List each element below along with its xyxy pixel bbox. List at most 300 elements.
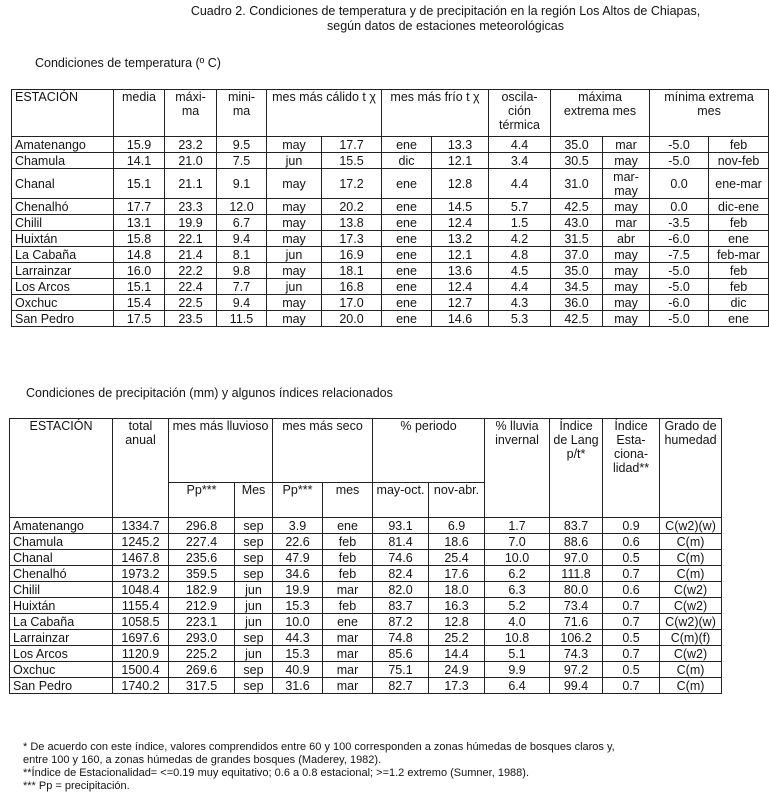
- precipitation-heading: Condiciones de precipitación (mm) y algunos índices relacionados: [26, 386, 393, 400]
- table-cell: jun: [235, 614, 273, 630]
- station-name: Chilil: [10, 582, 113, 598]
- table-cell: 93.1: [373, 518, 429, 534]
- table-cell: feb-mar: [709, 247, 769, 263]
- table-cell: may: [267, 169, 322, 199]
- station-name: Amatenango: [10, 518, 113, 534]
- table-cell: C(m): [660, 534, 722, 550]
- station-name: Huixtán: [10, 598, 113, 614]
- table-cell: 1467.8: [113, 550, 169, 566]
- table-cell: 0.7: [603, 614, 660, 630]
- table-cell: dic: [709, 295, 769, 311]
- station-name: Chamula: [10, 534, 113, 550]
- table-cell: -6.0: [650, 231, 709, 247]
- table-cell: 22.2: [165, 263, 217, 279]
- table-cell: 83.7: [550, 518, 603, 534]
- table-cell: ene: [382, 295, 432, 311]
- table-cell: 317.5: [169, 678, 235, 694]
- table-cell: sep: [235, 678, 273, 694]
- table-cell: 1740.2: [113, 678, 169, 694]
- table-cell: 21.1: [165, 169, 217, 199]
- table-cell: 0.7: [603, 646, 660, 662]
- table-cell: 17.3: [429, 678, 485, 694]
- table-cell: 42.5: [551, 311, 603, 327]
- table-cell: 16.8: [322, 279, 382, 295]
- table-row: [12, 199, 769, 215]
- table-cell: may: [267, 231, 322, 247]
- table-cell: -7.5: [650, 247, 709, 263]
- table-cell: jun: [235, 582, 273, 598]
- table-cell: 43.0: [551, 215, 603, 231]
- station-name: Chanal: [12, 169, 114, 199]
- table-cell: 1334.7: [113, 518, 169, 534]
- table-cell: 14.1: [114, 153, 165, 169]
- table-cell: feb: [323, 598, 373, 614]
- table-cell: may: [267, 137, 322, 153]
- table-cell: 10.0: [485, 550, 550, 566]
- table-cell: 74.8: [373, 630, 429, 646]
- table-row: [12, 247, 769, 263]
- table-cell: may: [603, 153, 650, 169]
- table-cell: 223.1: [169, 614, 235, 630]
- table-cell: ene-mar: [709, 169, 769, 199]
- table-cell: 4.0: [485, 614, 550, 630]
- table-row: [12, 231, 769, 247]
- table-cell: ene: [382, 311, 432, 327]
- table-cell: 85.6: [373, 646, 429, 662]
- table-cell: 25.4: [429, 550, 485, 566]
- table-cell: 17.7: [114, 199, 165, 215]
- table-cell: 9.4: [217, 295, 267, 311]
- table-cell: may: [603, 247, 650, 263]
- temperature-table: [11, 89, 769, 327]
- table-cell: 12.7: [432, 295, 489, 311]
- table-cell: 18.0: [429, 582, 485, 598]
- table-cell: 106.2: [550, 630, 603, 646]
- table-cell: 22.1: [165, 231, 217, 247]
- station-name: Amatenango: [12, 137, 114, 153]
- table-cell: 17.2: [322, 169, 382, 199]
- table-cell: -5.0: [650, 311, 709, 327]
- table-cell: 22.6: [273, 534, 323, 550]
- table-cell: 71.6: [550, 614, 603, 630]
- table-cell: C(w2): [660, 598, 722, 614]
- table-cell: mar: [323, 582, 373, 598]
- header-periodo: % periodo: [373, 419, 485, 483]
- header-maxima: máxi-ma: [165, 90, 217, 137]
- table-cell: feb: [709, 263, 769, 279]
- table-cell: 13.6: [432, 263, 489, 279]
- table-cell: jun: [235, 598, 273, 614]
- table-cell: 83.7: [373, 598, 429, 614]
- table-row: [10, 646, 722, 662]
- table-cell: 12.1: [432, 153, 489, 169]
- table-cell: 22.5: [165, 295, 217, 311]
- table-cell: sep: [235, 550, 273, 566]
- table-cell: 23.5: [165, 311, 217, 327]
- table-cell: C(m): [660, 678, 722, 694]
- table-row: [10, 582, 722, 598]
- table-cell: 6.2: [485, 566, 550, 582]
- station-name: Larrainzar: [10, 630, 113, 646]
- table-cell: 82.4: [373, 566, 429, 582]
- table-cell: -5.0: [650, 153, 709, 169]
- table-cell: ene: [382, 137, 432, 153]
- table-cell: 31.5: [551, 231, 603, 247]
- table-cell: 111.8: [550, 566, 603, 582]
- table-cell: 36.0: [551, 295, 603, 311]
- station-name: Huixtán: [12, 231, 114, 247]
- table-cell: 1155.4: [113, 598, 169, 614]
- table-cell: 23.2: [165, 137, 217, 153]
- table-row: [12, 279, 769, 295]
- table-cell: 1245.2: [113, 534, 169, 550]
- table-cell: 15.1: [114, 279, 165, 295]
- table-cell: ene: [382, 231, 432, 247]
- table-cell: 21.4: [165, 247, 217, 263]
- header-maxima-extrema: máxima extrema mes: [551, 90, 650, 137]
- table-cell: 6.9: [429, 518, 485, 534]
- table-cell: -5.0: [650, 137, 709, 153]
- table-row: [12, 311, 769, 327]
- table-cell: 12.0: [217, 199, 267, 215]
- table-cell: -6.0: [650, 295, 709, 311]
- header-media: media: [114, 90, 165, 137]
- table-cell: 44.3: [273, 630, 323, 646]
- table-cell: nov-feb: [709, 153, 769, 169]
- table-cell: 1500.4: [113, 662, 169, 678]
- table-row: [10, 550, 722, 566]
- table-cell: 359.5: [169, 566, 235, 582]
- table-cell: 12.4: [432, 279, 489, 295]
- table-cell: 18.6: [429, 534, 485, 550]
- table-cell: C(m)(f): [660, 630, 722, 646]
- table-cell: 0.5: [603, 630, 660, 646]
- table-cell: feb: [323, 566, 373, 582]
- table-cell: may: [267, 263, 322, 279]
- table-caption: [0, 4, 741, 34]
- table-cell: 227.4: [169, 534, 235, 550]
- station-name: Oxchuc: [12, 295, 114, 311]
- station-name: Los Arcos: [10, 646, 113, 662]
- table-cell: mar: [323, 662, 373, 678]
- table-cell: 13.1: [114, 215, 165, 231]
- temperature-heading: Condiciones de temperatura (º C): [35, 56, 221, 70]
- table-cell: 10.8: [485, 630, 550, 646]
- table-cell: 0.5: [603, 662, 660, 678]
- table-cell: 35.0: [551, 263, 603, 279]
- table-row: [12, 295, 769, 311]
- temperature-table-body: [12, 137, 769, 327]
- table-row: [12, 153, 769, 169]
- table-cell: 82.0: [373, 582, 429, 598]
- table-cell: ene: [382, 215, 432, 231]
- precipitation-table-body: [10, 518, 722, 694]
- table-cell: 6.4: [485, 678, 550, 694]
- table-cell: 19.9: [273, 582, 323, 598]
- subheader-mes-lluvioso: Mes: [235, 483, 273, 518]
- table-cell: 5.3: [489, 311, 551, 327]
- table-cell: ene: [323, 614, 373, 630]
- header-indice-estacionalidad: Índice Esta-ciona-lidad**: [603, 419, 660, 518]
- station-name: Oxchuc: [10, 662, 113, 678]
- table-cell: 269.6: [169, 662, 235, 678]
- table-cell: 8.1: [217, 247, 267, 263]
- table-cell: 1.5: [489, 215, 551, 231]
- table-cell: 4.2: [489, 231, 551, 247]
- footnote-estacionalidad: **Índice de Estacionalidad= <=0.19 muy equitativo; 0.6 a 0.8 estacional; >=1.2 extremo (Sumner, 1988).: [23, 767, 530, 779]
- header-total-anual: total anual: [113, 419, 169, 518]
- header-mes-frio: mes más frío t χ: [382, 90, 489, 137]
- header-indice-lang: Índice de Lang p/t*: [550, 419, 603, 518]
- table-cell: 81.4: [373, 534, 429, 550]
- table-cell: 34.5: [551, 279, 603, 295]
- table-cell: may: [267, 311, 322, 327]
- station-name: La Cabaña: [12, 247, 114, 263]
- table-cell: 5.2: [485, 598, 550, 614]
- table-cell: 9.4: [217, 231, 267, 247]
- table-cell: 97.0: [550, 550, 603, 566]
- table-cell: 40.9: [273, 662, 323, 678]
- table-cell: mar: [323, 630, 373, 646]
- table-cell: 9.8: [217, 263, 267, 279]
- table-cell: sep: [235, 518, 273, 534]
- table-cell: 14.4: [429, 646, 485, 662]
- table-cell: 0.7: [603, 566, 660, 582]
- table-cell: sep: [235, 630, 273, 646]
- header-estacion: ESTACIÓN: [12, 90, 114, 137]
- table-cell: 225.2: [169, 646, 235, 662]
- table-cell: 10.0: [273, 614, 323, 630]
- table-cell: dic-ene: [709, 199, 769, 215]
- table-cell: 7.0: [485, 534, 550, 550]
- table-cell: 34.6: [273, 566, 323, 582]
- table-cell: 16.0: [114, 263, 165, 279]
- table-cell: 15.8: [114, 231, 165, 247]
- table-cell: 25.2: [429, 630, 485, 646]
- table-cell: 97.2: [550, 662, 603, 678]
- table-row: [10, 614, 722, 630]
- table-cell: ene: [709, 231, 769, 247]
- table-cell: ene: [382, 199, 432, 215]
- table-cell: 31.0: [551, 169, 603, 199]
- table-cell: 293.0: [169, 630, 235, 646]
- table-cell: 6.7: [217, 215, 267, 231]
- table-cell: 17.6: [429, 566, 485, 582]
- table-cell: 1697.6: [113, 630, 169, 646]
- table-cell: -5.0: [650, 263, 709, 279]
- table-cell: C(w2): [660, 646, 722, 662]
- table-cell: 20.0: [322, 311, 382, 327]
- table-row: [12, 169, 769, 199]
- table-cell: 5.7: [489, 199, 551, 215]
- station-name: Chenalhó: [12, 199, 114, 215]
- table-row: [10, 678, 722, 694]
- table-cell: mar: [323, 646, 373, 662]
- table-cell: C(m): [660, 566, 722, 582]
- table-cell: 5.1: [485, 646, 550, 662]
- table-cell: may: [603, 311, 650, 327]
- table-cell: abr: [603, 231, 650, 247]
- table-row: [12, 137, 769, 153]
- table-cell: feb: [709, 137, 769, 153]
- table-cell: 47.9: [273, 550, 323, 566]
- table-cell: may: [267, 295, 322, 311]
- caption-line-1: Cuadro 2. Condiciones de temperatura y de precipitación en la región Los Altos de Chiapas,: [190, 4, 701, 18]
- table-row: [12, 263, 769, 279]
- table-cell: 12.8: [432, 169, 489, 199]
- table-cell: feb: [323, 550, 373, 566]
- table-cell: ene: [382, 247, 432, 263]
- station-name: Chilil: [12, 215, 114, 231]
- station-name: San Pedro: [12, 311, 114, 327]
- table-cell: mar: [323, 678, 373, 694]
- table-cell: 7.7: [217, 279, 267, 295]
- table-cell: C(w2)(w): [660, 614, 722, 630]
- table-cell: 87.2: [373, 614, 429, 630]
- table-cell: 22.4: [165, 279, 217, 295]
- table-cell: feb: [323, 534, 373, 550]
- table-row: [10, 598, 722, 614]
- table-cell: 235.6: [169, 550, 235, 566]
- table-cell: 15.3: [273, 646, 323, 662]
- table-cell: sep: [235, 662, 273, 678]
- subheader-pp-seco: Pp***: [273, 483, 323, 518]
- header-mes-calido: mes más cálido t χ: [267, 90, 382, 137]
- table-row: [10, 630, 722, 646]
- table-cell: mar: [603, 215, 650, 231]
- table-cell: 4.3: [489, 295, 551, 311]
- station-name: Chamula: [12, 153, 114, 169]
- precipitation-table: [9, 418, 722, 694]
- table-cell: 15.9: [114, 137, 165, 153]
- table-cell: 15.1: [114, 169, 165, 199]
- footnote-lang-2: entre 100 y 160, a zonas húmedas de grandes bosques (Maderey, 1982).: [23, 754, 382, 766]
- table-cell: 82.7: [373, 678, 429, 694]
- table-cell: 4.4: [489, 137, 551, 153]
- table-cell: dic: [382, 153, 432, 169]
- table-cell: 3.9: [273, 518, 323, 534]
- table-cell: 17.3: [322, 231, 382, 247]
- table-cell: 7.5: [217, 153, 267, 169]
- table-cell: may: [603, 199, 650, 215]
- table-cell: 1058.5: [113, 614, 169, 630]
- footnote-lang-1: * De acuerdo con este índice, valores comprendidos entre 60 y 100 corresponden a zonas húmedas de bosques claros y,: [23, 741, 615, 753]
- table-cell: 1048.4: [113, 582, 169, 598]
- table-cell: 0.7: [603, 678, 660, 694]
- table-cell: -5.0: [650, 279, 709, 295]
- table-cell: 37.0: [551, 247, 603, 263]
- table-cell: may: [603, 279, 650, 295]
- table-cell: 15.5: [322, 153, 382, 169]
- table-cell: ene: [323, 518, 373, 534]
- table-cell: sep: [235, 534, 273, 550]
- table-cell: 1.7: [485, 518, 550, 534]
- table-cell: mar: [603, 137, 650, 153]
- table-cell: sep: [235, 566, 273, 582]
- header-oscilacion: oscila-ción térmica: [489, 90, 551, 137]
- table-cell: C(w2)(w): [660, 518, 722, 534]
- table-cell: 42.5: [551, 199, 603, 215]
- table-cell: 0.0: [650, 199, 709, 215]
- table-cell: 14.5: [432, 199, 489, 215]
- header-mes-seco: mes más seco: [273, 419, 373, 483]
- subheader-pp-lluvioso: Pp***: [169, 483, 235, 518]
- table-cell: 15.3: [273, 598, 323, 614]
- table-cell: 99.4: [550, 678, 603, 694]
- table-cell: 31.6: [273, 678, 323, 694]
- table-cell: ene: [382, 263, 432, 279]
- header-grado-humedad: Grado de humedad: [660, 419, 722, 518]
- table-cell: 9.1: [217, 169, 267, 199]
- table-cell: 1120.9: [113, 646, 169, 662]
- subheader-mes-seco: mes: [323, 483, 373, 518]
- table-cell: 0.6: [603, 534, 660, 550]
- table-cell: 21.0: [165, 153, 217, 169]
- table-cell: ene: [382, 279, 432, 295]
- table-cell: 9.9: [485, 662, 550, 678]
- table-cell: 17.7: [322, 137, 382, 153]
- header-minima: mini-ma: [217, 90, 267, 137]
- table-cell: 80.0: [550, 582, 603, 598]
- table-cell: 13.3: [432, 137, 489, 153]
- table-cell: 6.3: [485, 582, 550, 598]
- table-row: [12, 215, 769, 231]
- station-name: Larrainzar: [12, 263, 114, 279]
- table-cell: 74.6: [373, 550, 429, 566]
- table-cell: 4.4: [489, 169, 551, 199]
- table-cell: 12.8: [429, 614, 485, 630]
- table-cell: 9.5: [217, 137, 267, 153]
- table-cell: 14.8: [114, 247, 165, 263]
- table-cell: mar-may: [603, 169, 650, 199]
- table-cell: 14.6: [432, 311, 489, 327]
- header-estacion: ESTACIÓN: [10, 419, 113, 518]
- table-cell: 16.3: [429, 598, 485, 614]
- table-cell: 0.0: [650, 169, 709, 199]
- table-cell: may: [267, 199, 322, 215]
- table-cell: 0.9: [603, 518, 660, 534]
- table-cell: 4.8: [489, 247, 551, 263]
- table-cell: 4.4: [489, 279, 551, 295]
- footnote-pp: *** Pp = precipitación.: [23, 780, 130, 792]
- table-cell: 13.2: [432, 231, 489, 247]
- table-cell: may: [267, 215, 322, 231]
- table-cell: 23.3: [165, 199, 217, 215]
- table-cell: 212.9: [169, 598, 235, 614]
- table-cell: 4.5: [489, 263, 551, 279]
- table-cell: may: [603, 295, 650, 311]
- station-name: Chanal: [10, 550, 113, 566]
- table-cell: 296.8: [169, 518, 235, 534]
- table-cell: 15.4: [114, 295, 165, 311]
- table-cell: 0.7: [603, 598, 660, 614]
- table-cell: 18.1: [322, 263, 382, 279]
- table-cell: may: [603, 263, 650, 279]
- table-cell: 35.0: [551, 137, 603, 153]
- table-cell: ene: [709, 311, 769, 327]
- header-minima-extrema: mínima extrema mes: [650, 90, 769, 137]
- table-cell: 11.5: [217, 311, 267, 327]
- table-cell: 1973.2: [113, 566, 169, 582]
- table-cell: 17.5: [114, 311, 165, 327]
- table-cell: 12.1: [432, 247, 489, 263]
- table-row: [10, 662, 722, 678]
- subheader-may-oct: may-oct.: [373, 483, 429, 518]
- table-cell: feb: [709, 215, 769, 231]
- table-cell: C(w2): [660, 582, 722, 598]
- table-cell: ene: [382, 169, 432, 199]
- table-cell: 0.6: [603, 582, 660, 598]
